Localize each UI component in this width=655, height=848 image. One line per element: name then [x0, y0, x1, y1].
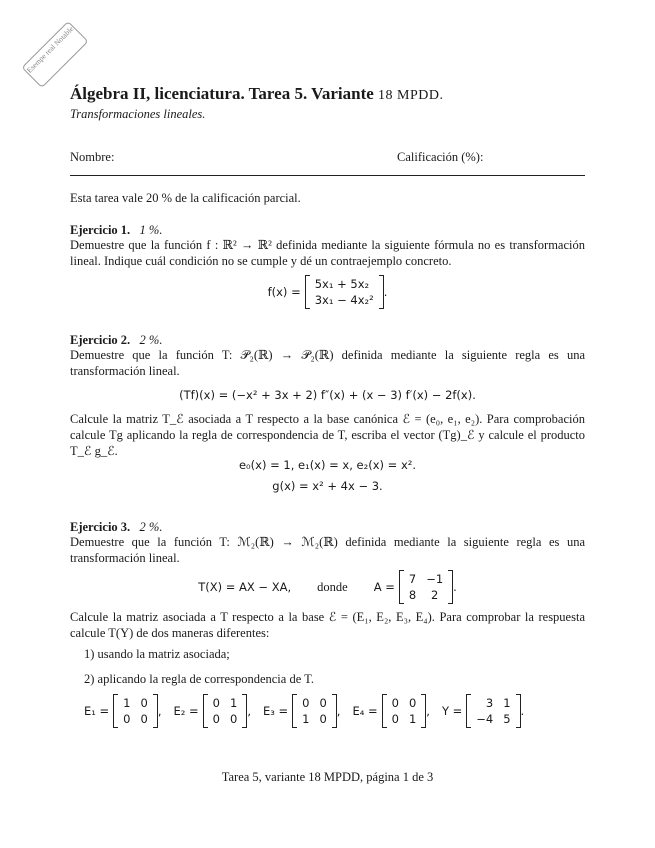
ex2-basis: e₀(x) = 1, e₁(x) = x, e₂(x) = x².	[238, 458, 417, 472]
Y-lhs: Y =	[441, 704, 463, 718]
page-title	[70, 84, 444, 104]
ex2-formula: (Tf)(x) = (−x² + 3x + 2) f″(x) + (x − 3) f′(x) − 2f(x).	[179, 388, 476, 402]
ex2-text2: Calcule la matriz T_ℰ asociada a T respecto a la base canónica ℰ = (e₀, e₁, e₂). Para comprobación calcule Tg aplicando la regla de correspondencia de T, escriba el vector (Tg)_ℰ y calcule el producto T_ℰ g_ℰ.	[70, 412, 585, 458]
matrix-A-cell: −1	[426, 572, 444, 586]
ex3-item2: 2) aplicando la regla de correspondencia de T.	[84, 672, 314, 686]
matrix-E2-cell: 0	[212, 696, 220, 710]
matrix-A-cell: 2	[431, 588, 439, 602]
ex3-text2: Calcule la matriz asociada a T respecto a la base ℰ = (E₁, E₂, E₃, E₄). Para comprobar la respuesta calcule T(Y) de dos maneras diferentes:	[70, 610, 585, 640]
ex3-text: Demuestre que la función T: ℳ₂(ℝ) → ℳ₂(ℝ) definida mediante la siguiente regla es una transformación lineal.	[70, 535, 585, 565]
header-divider	[70, 175, 585, 176]
ex2-label: Ejercicio 2.	[70, 333, 131, 347]
matrix-E1	[113, 694, 158, 728]
ex1-row2: 3x₁ − 4x₂²	[314, 293, 374, 307]
matrix-E1-cell: 0	[140, 696, 148, 710]
watermark-stamp: Esempe real Notable	[21, 21, 88, 88]
matrix-E3-cell: 0	[302, 696, 310, 710]
ex2-text: Demuestre que la función T: 𝒫₂(ℝ) → 𝒫₂(ℝ) definida mediante la siguiente regla es una transformación lineal.	[70, 348, 585, 378]
ex3-formula: T(X) = AX − XA, donde A = 7 −1 8 2 .	[198, 572, 457, 602]
matrix-E4	[382, 694, 427, 728]
matrix-A-cell: 7	[408, 572, 417, 586]
matrix-E4-cell: 0	[408, 696, 417, 710]
matrix-E1-cell: 0	[123, 712, 131, 726]
matrix-E2-cell: 0	[212, 712, 220, 726]
ex3-donde: donde	[317, 579, 348, 594]
ex3-item1: 1) usando la matriz asociada;	[84, 647, 230, 661]
ex3-formula-lhs: T(X) = AX − XA,	[198, 580, 292, 594]
E1-lhs: E₁ =	[84, 704, 110, 718]
ex3-heading	[70, 519, 585, 535]
matrix-E4-cell: 0	[391, 696, 399, 710]
E4-lhs: E₄ =	[352, 704, 378, 718]
matrix-E3	[292, 694, 337, 728]
ex1-vector	[305, 275, 384, 309]
ex3-A-lhs: A =	[373, 580, 395, 594]
ex3-matrices: E₁ = 1 0 0 0 , E₂ = 0 1 0 0 , E₃ = 0 0 1 0 , E₄ = 0 0 0 1 , Y = 3 1 −4 5 .	[84, 696, 525, 726]
ex1-row1: 5x₁ + 5x₂	[314, 277, 370, 291]
matrix-Y-cell: 3	[485, 696, 494, 710]
calificacion-label: Calificación (%):	[397, 150, 484, 164]
title-text: Álgebra II, licenciatura. Tarea 5. Variante	[70, 84, 374, 103]
ex2-g: g(x) = x² + 4x − 3.	[272, 479, 383, 493]
matrix-E3-cell: 0	[319, 696, 327, 710]
ex3-label: Ejercicio 3.	[70, 520, 131, 534]
ex1-formula-end: .	[383, 285, 388, 299]
matrix-E4-cell: 0	[391, 712, 399, 726]
matrix-E4-cell: 1	[408, 712, 417, 726]
ex1-heading	[70, 222, 585, 238]
matrix-Y-cell: 5	[503, 712, 511, 726]
E2-lhs: E₂ =	[173, 704, 199, 718]
ex3-points: 2 %.	[139, 520, 163, 534]
intro-text: Esta tarea vale 20 % de la calificación parcial.	[70, 191, 301, 205]
matrix-E3-cell: 1	[302, 712, 310, 726]
matrix-A	[399, 570, 453, 604]
ex1-formula-lhs: f(x) =	[267, 285, 301, 299]
matrix-Y	[466, 694, 520, 728]
matrix-E2-cell: 1	[229, 696, 238, 710]
matrix-Y-cell: −4	[476, 712, 494, 726]
nombre-label: Nombre:	[70, 150, 115, 164]
subtitle: Transformaciones lineales.	[70, 107, 206, 121]
ex1-label: Ejercicio 1.	[70, 223, 131, 237]
ex1-formula	[70, 275, 585, 309]
E3-lhs: E₃ =	[262, 704, 289, 718]
matrix-E3-cell: 0	[319, 712, 327, 726]
matrix-E2	[203, 694, 248, 728]
ex1-text: Demuestre que la función f : ℝ² → ℝ² definida mediante la siguiente fórmula no es transformación lineal. Indique cuál condición no se cumple y dé un contraejemplo concreto.	[70, 238, 585, 268]
matrix-A-cell: 8	[408, 588, 417, 602]
matrix-E1-cell: 1	[123, 696, 131, 710]
page-footer: Tarea 5, variante 18 MPDD, página 1 de 3	[221, 770, 434, 784]
matrix-E2-cell: 0	[229, 712, 238, 726]
ex2-heading	[70, 332, 585, 348]
matrix-E1-cell: 0	[140, 712, 148, 726]
matrix-Y-cell: 1	[503, 696, 511, 710]
ex2-points: 2 %.	[139, 333, 163, 347]
variant-code: 18 MPDD.	[378, 88, 444, 103]
ex1-points: 1 %.	[139, 223, 163, 237]
